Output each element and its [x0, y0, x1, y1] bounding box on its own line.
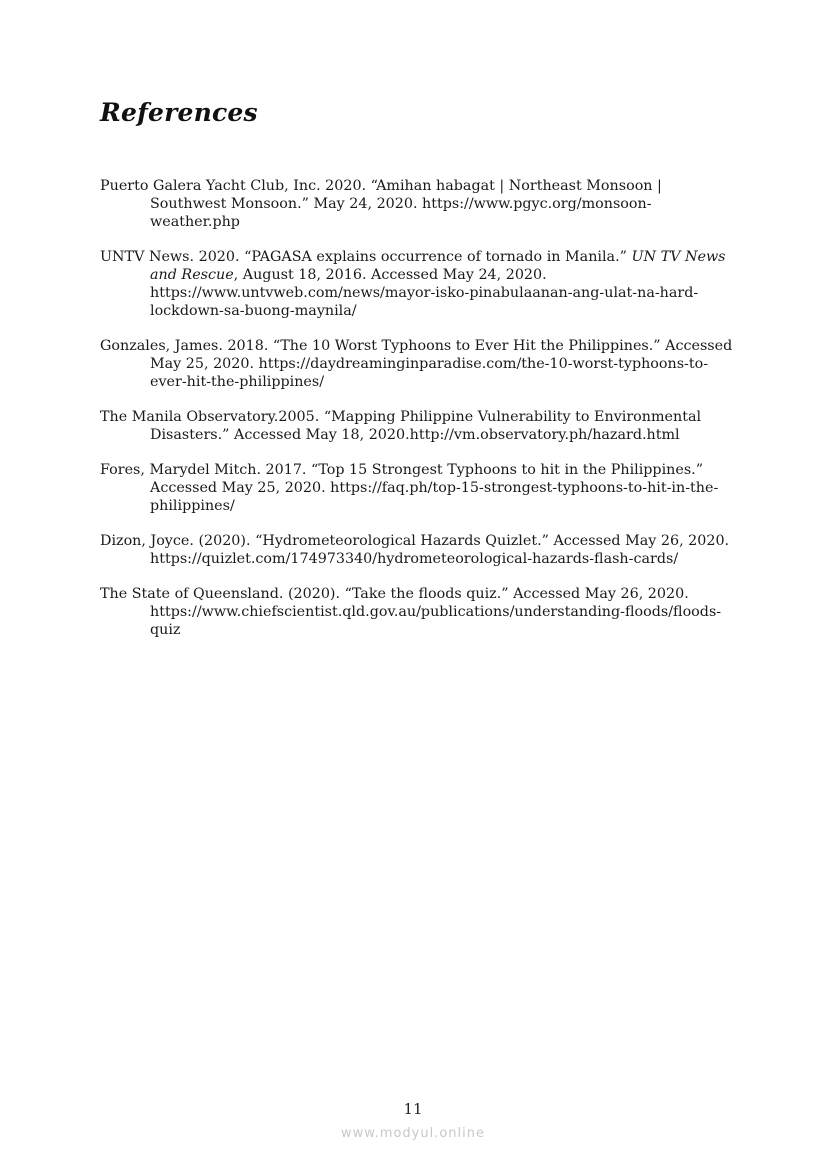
reference-text: UNTV News. 2020. “PAGASA explains occurrence of tornado in Manila.”: [100, 249, 632, 265]
reference-source-title: UN TV News and Rescue: [150, 249, 726, 283]
reference-item: [100, 248, 736, 320]
reference-item: Gonzales, James. 2018. “The 10 Worst Typhoons to Ever Hit the Philippines.” Accessed May 25, 2020. https://daydreaminginparadise.com/the-10-worst-typhoons-to-ever-hit-the-philippines/: [100, 338, 733, 390]
page-title: References: [100, 98, 258, 127]
page-number: 11: [403, 1100, 423, 1118]
reference-item: Fores, Marydel Mitch. 2017. “Top 15 Strongest Typhoons to hit in the Philippines.” Accessed May 25, 2020. https://faq.ph/top-15-strongest-typhoons-to-hit-in-the-philippines/: [100, 462, 719, 514]
reference-item: The State of Queensland. (2020). “Take the floods quiz.” Accessed May 26, 2020. https://www.chiefscientist.qld.gov.au/publications/understanding-floods/floods-quiz: [100, 586, 722, 638]
reference-list: [100, 177, 736, 656]
reference-text: , August 18, 2016. Accessed May 24, 2020. https://www.untvweb.com/news/mayor-isko-pinabulaanan-ang-ulat-na-hard-lockdown-sa-buong-maynila/: [150, 267, 699, 319]
watermark: www.modyul.online: [340, 1126, 486, 1141]
reference-item: The Manila Observatory.2005. “Mapping Philippine Vulnerability to Environmental Disasters.” Accessed May 18, 2020.http://vm.observatory.ph/hazard.html: [100, 409, 702, 443]
reference-item: Dizon, Joyce. (2020). “Hydrometeorological Hazards Quizlet.” Accessed May 26, 2020. https://quizlet.com/174973340/hydrometeorological-hazards-flash-cards/: [100, 533, 730, 567]
reference-item: Puerto Galera Yacht Club, Inc. 2020. “Amihan habagat | Northeast Monsoon | Southwest Monsoon.” May 24, 2020. https://www.pgyc.org/monsoon-weather.php: [100, 178, 662, 230]
